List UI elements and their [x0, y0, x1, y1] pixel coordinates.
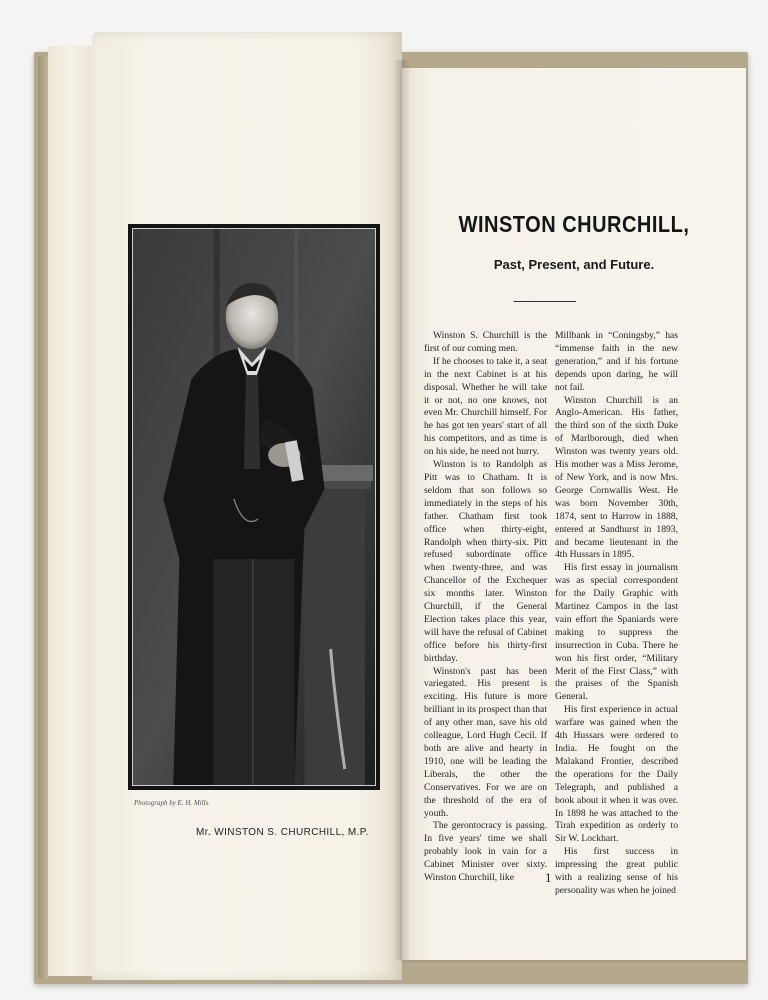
- photo-credit: Photograph by E. H. Mills.: [134, 799, 211, 807]
- text-column-right: [555, 330, 678, 898]
- paragraph: Winston is to Randolph as Pitt was to Chatham. It is seldom that son follows so immediately in the steps of his father. Chatham first took office when thirty-eight, Randolph when thirty-six. Pitt refused subordinate office when twenty-three, and was Chancellor of the Exchequer six months later. Winston Churchill, if the General Election takes place this year, will have the refusal of Cabinet office before his thirty-first birthday.: [424, 459, 547, 664]
- paragraph: Winston's past has been variegated. His present is exciting. His future is more brilliant in its prospect than that of any other man, save his old colleague, Lord Hugh Cecil. If both are alive and hearty in 1910, one will be leading the Liberals, the other the Conservatives. For we are on the threshold of the era of youth.: [424, 665, 547, 819]
- paragraph: His first experience in actual warfare was gained when the 4th Hussars were ordered to India. He fought on the Malakand Frontier, described the operations for the Daily Telegraph, and published a book about it when it was over. In 1898 he was attached to the Tirah expedition as orderly to Sir W. Lockhart.: [555, 704, 678, 845]
- page-number: 1: [545, 870, 552, 885]
- portrait-image: [133, 229, 375, 785]
- paragraph: His first essay in journalism was as special correspondent for the Daily Graphic with Martinez Campos in the last vain effort the Spaniards were making to suppress the insurrection in Cuba. There he won his first order, “Military Merit of the First Class,” with the praises of the Spanish General.: [555, 562, 678, 703]
- article-title: WINSTON CHURCHILL,: [458, 212, 690, 238]
- paragraph: His first success in impressing the great public with a realizing sense of his personality was when he joined: [555, 846, 678, 896]
- paragraph: Millbank in “Coningsby,” has “immense faith in the new generation,” and if his fortune depends upon daring, he will not fail.: [555, 330, 678, 393]
- portrait-caption: Mr. WINSTON S. CHURCHILL, M.P.: [196, 827, 369, 838]
- book-gutter: [394, 60, 410, 960]
- cover-spine-edge: [38, 56, 48, 978]
- portrait-plate: [128, 224, 380, 790]
- portrait-photo: [132, 228, 376, 786]
- paragraph: The gerontocracy is passing. In five years' time we shall probably look in vain for a Cabinet Minister over sixty. Winston Churchill, like: [424, 820, 547, 884]
- paragraph: Winston Churchill is an Anglo-American. His father, the third son of the sixth Duke of Marlborough, died when Winston was twenty years old. His mother was a Miss Jerome, of New York, and is now Mrs. George Cornwallis West. He was born November 30th, 1874, sent to Harrow in 1888, entered at Sandhurst in 1893, and became lieutenant in the 4th Hussars in 1895.: [555, 394, 678, 561]
- paragraph: Winston S. Churchill is the first of our coming men.: [424, 330, 547, 354]
- paragraph: If he chooses to take it, a seat in the next Cabinet is at his disposal. Whether he will take it or not, no one knows, not even Mr. Churchill himself. For he has got ten years' start of all his competitors, and as time is on his side, he need not hurry.: [424, 355, 547, 458]
- text-column-left: [424, 330, 547, 885]
- article-subtitle: Past, Present, and Future.: [493, 257, 655, 272]
- title-rule: [514, 301, 576, 302]
